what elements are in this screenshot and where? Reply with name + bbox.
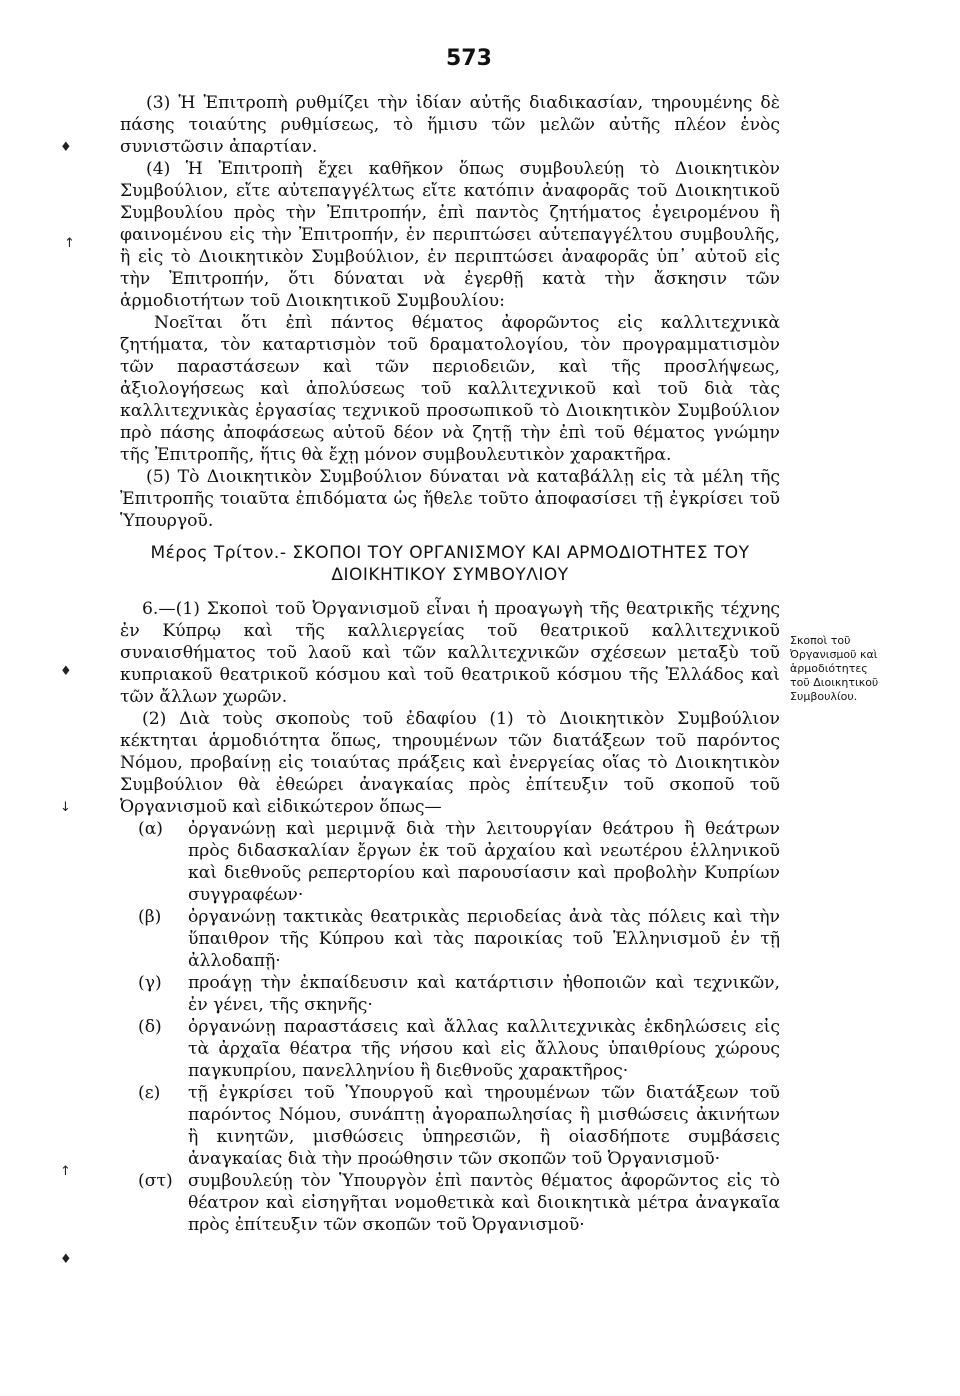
- item-label: (β): [138, 907, 162, 927]
- section-6-1: 6.—(1) Σκοποὶ τοῦ Ὀργανισμοῦ εἶναι ἡ προαγωγὴ τῆς θεατρικῆς τέχνης ἐν Κύπρῳ καὶ τῆς καλλιεργείας τοῦ θεατρικοῦ καλλιτεχνικοῦ συναισθήματος τοῦ λαοῦ καὶ τῶν καλλιτεχνικῶν σχέσεων μεταξὺ τοῦ κυπριακοῦ θεατρικοῦ κόσμου καὶ τοῦ θεατρικοῦ κόσμου τῆς Ἑλλάδος καὶ τῶν ἄλλων χωρῶν.: [120, 599, 780, 707]
- chapter-heading: Μέρος Τρίτον.- ΣΚΟΠΟΙ ΤΟΥ ΟΡΓΑΝΙΣΜΟΥ ΚΑΙ ΑΡΜΟΔΙΟΤΗΤΕΣ ΤΟΥ ΔΙΟΙΚΗΤΙΚΟΥ ΣΥΜΒΟΥΛΙΟΥ: [150, 543, 750, 585]
- document-body: [120, 92, 780, 1236]
- list-item: [120, 1016, 780, 1082]
- item-label: (δ): [138, 1017, 162, 1037]
- item-text: συμβουλεύῃ τὸν Ὑπουργὸν ἐπὶ παντὸς θέματος ἀφορῶντος εἰς τὸ θέατρον καὶ εἰσηγῆται νομοθετικὰ καὶ διοικητικὰ μέτρα ἀναγκαῖα πρὸς ἐπίτευξιν τῶν σκοπῶν τοῦ Ὀργανισμοῦ·: [188, 1171, 780, 1235]
- item-text: ὀργανώνῃ παραστάσεις καὶ ἄλλας καλλιτεχνικὰς ἐκδηλώσεις εἰς τὰ ἀρχαῖα θέατρα τῆς νήσου καὶ εἰς ἄλλους ὑπαιθρίους χώρους παγκυπρίου, πανελληνίου ἢ διεθνοῦς χαρακτῆρος·: [188, 1017, 780, 1081]
- margin-mark: ♦: [60, 664, 72, 679]
- subsection-4: (4) Ἡ Ἐπιτροπὴ ἔχει καθῆκον ὅπως συμβουλεύῃ τὸ Διοικητικὸν Συμβούλιον, εἴτε αὐτεπαγγέλτως εἴτε κατόπιν ἀναφορᾶς τοῦ Διοικητικοῦ Συμβουλίου πρὸς τὴν Ἐπιτροπήν, ἐπὶ παντὸς ζητήματος ἐγειρομένου ἢ φαινομένου εἰς τὴν Ἐπιτροπήν, ἐν περιπτώσει αὐτεπαγγέλτου συμβουλῆς, ἢ εἰς τὸ Διοικητικὸν Συμβούλιον, ἐν περιπτώσει ἀναφορᾶς ὑπ᾽ αὐτοῦ εἰς τὴν Ἐπιτροπήν, ὅτι δύναται νὰ ἐγερθῇ κατὰ τὴν ἄσκησιν τῶν ἁρμοδιοτήτων τοῦ Διοικητικοῦ Συμβουλίου:: [120, 159, 780, 311]
- item-text: προάγῃ τὴν ἐκπαίδευσιν καὶ κατάρτισιν ἠθοποιῶν καὶ τεχνικῶν, ἐν γένει, τῆς σκηνῆς·: [188, 973, 780, 1015]
- margin-mark: ↑: [64, 236, 75, 251]
- item-text: τῇ ἐγκρίσει τοῦ Ὑπουργοῦ καὶ τηρουμένων τῶν διατάξεων τοῦ παρόντος Νόμου, συνάπτῃ ἀγοραπωλησίας ἢ μισθώσεις ἀκινήτων ἢ κινητῶν, μισθώσεις ὑπηρεσιῶν, ἢ οἱασδήποτε συμβάσεις ἀναγκαίας διὰ τὴν προώθησιν τῶν σκοπῶν τοῦ Ὀργανισμοῦ·: [188, 1083, 780, 1169]
- margin-mark: ↓: [60, 800, 71, 815]
- item-text: ὀργανώνῃ τακτικὰς θεατρικὰς περιοδείας ἀνὰ τὰς πόλεις καὶ τὴν ὕπαιθρον τῆς Κύπρου καὶ τὰς παροικίας τοῦ Ἑλληνισμοῦ ἐν τῇ ἀλλοδαπῇ·: [188, 907, 780, 971]
- subsection-3: (3) Ἡ Ἐπιτροπὴ ρυθμίζει τὴν ἰδίαν αὐτῆς διαδικασίαν, τηρουμένης δὲ πάσης τοιαύτης ρυθμίσεως, τὸ ἥμισυ τῶν μελῶν αὐτῆς πλέον ἑνὸς συνιστῶσιν ἀπαρτίαν.: [120, 93, 780, 157]
- margin-mark: ↑: [60, 1164, 71, 1179]
- list-item: [120, 818, 780, 906]
- page-number: 573: [446, 46, 492, 71]
- item-label: (στ): [138, 1171, 173, 1191]
- list-item: [120, 906, 780, 972]
- item-text: ὀργανώνῃ καὶ μεριμνᾷ διὰ τὴν λειτουργίαν θεάτρου ἢ θεάτρων πρὸς διδασκαλίαν ἔργων ἐκ τοῦ ἀρχαίου καὶ νεωτέρου ἑλληνικοῦ καὶ διεθνοῦς ρεπερτορίου καὶ παρουσίασιν καὶ προβολὴν Κυπρίων συγγραφέων·: [188, 819, 780, 905]
- item-label: (γ): [138, 973, 162, 993]
- subsection-5: (5) Τὸ Διοικητικὸν Συμβούλιον δύναται νὰ καταβάλλῃ εἰς τὰ μέλη τῆς Ἐπιτροπῆς τοιαῦτα ἐπιδόματα ὡς ἤθελε τοῦτο ἀποφασίσει τῇ ἐγκρίσει τοῦ Ὑπουργοῦ.: [120, 467, 780, 531]
- list-item: [120, 1170, 780, 1236]
- margin-mark: ♦: [60, 140, 72, 155]
- item-label: (α): [138, 819, 164, 839]
- list-item: [120, 972, 780, 1016]
- margin-mark: ♦: [60, 1252, 72, 1267]
- item-label: (ε): [138, 1083, 161, 1103]
- section-6-2: (2) Διὰ τοὺς σκοποὺς τοῦ ἐδαφίου (1) τὸ Διοικητικὸν Συμβούλιον κέκτηται ἁρμοδιότητα ὅπως, τηρουμένων τῶν διατάξεων τοῦ παρόντος Νόμου, προβαίνῃ εἰς τοιαύτας πράξεις καὶ ἐνεργείας οἵας τὸ Διοικητικὸν Συμβούλιον θὰ ἐθεώρει ἀναγκαίας πρὸς ἐπίτευξιν τοῦ σκοποῦ τοῦ Ὀργανισμοῦ καὶ εἰδικώτερον ὅπως—: [120, 709, 780, 817]
- list-item: [120, 1082, 780, 1170]
- proviso-note: Νοεῖται ὅτι ἐπὶ πάντος θέματος ἀφορῶντος εἰς καλλιτεχνικὰ ζητήματα, τὸν καταρτισμὸν τοῦ δραματολογίου, τὸν προγραμματισμὸν τῶν παραστάσεων καὶ τῶν περιοδειῶν, καὶ τῆς προσλήψεως, ἀξιολογήσεως καὶ ἀπολύσεως τοῦ καλλιτεχνικοῦ καὶ τοῦ διὰ τὰς καλλιτεχνικὰς ἐργασίας τεχνικοῦ προσωπικοῦ τὸ Διοικητικὸν Συμβούλιον πρὸ πάσης ἀποφάσεως αὐτοῦ δέον νὰ ζητῇ τὴν ἐπὶ τοῦ θέματος γνώμην τῆς Ἐπιτροπῆς, ἥτις θὰ ἔχῃ μόνον συμβουλευτικὸν χαρακτῆρα.: [120, 313, 780, 465]
- margin-note: Σκοποὶ τοῦ Ὀργανισμοῦ καὶ ἁρμοδιότητες τοῦ Διοικητικοῦ Συμβουλίου.: [790, 634, 879, 703]
